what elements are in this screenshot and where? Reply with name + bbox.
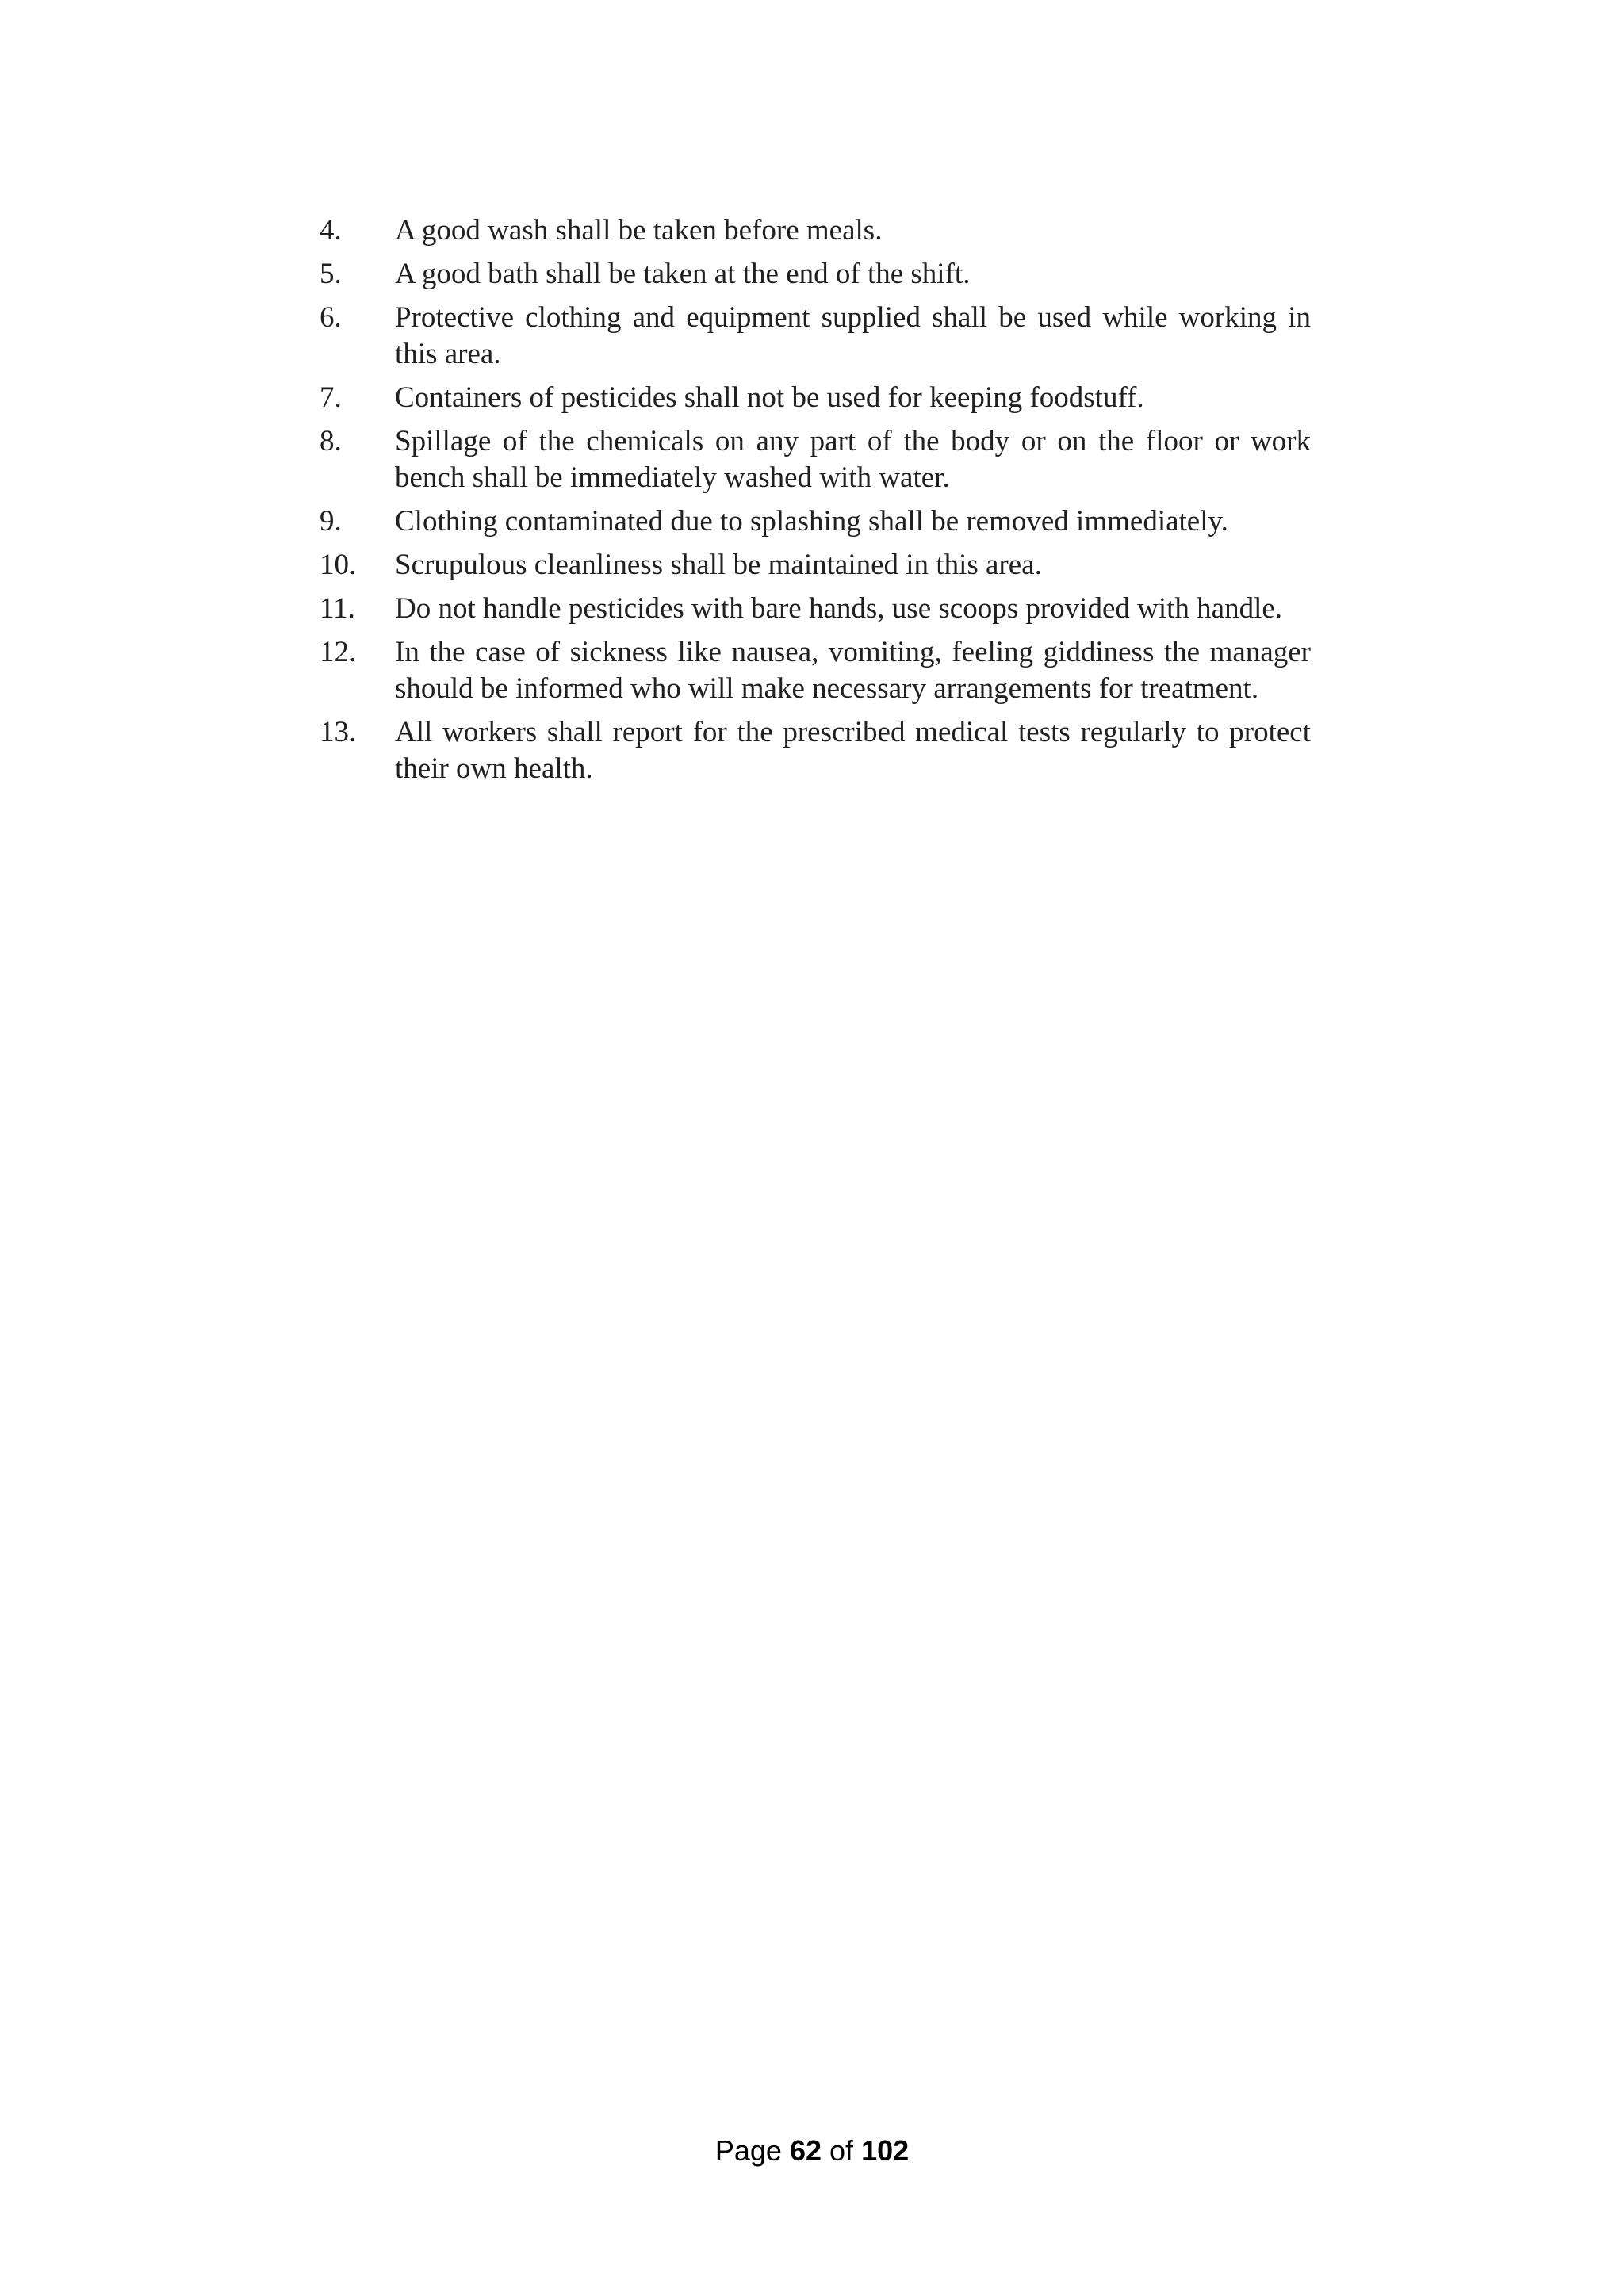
list-item bbox=[320, 256, 1311, 293]
current-page-number: 62 bbox=[789, 2134, 822, 2167]
list-item-text: All workers shall report for the prescribed medical tests regularly to protect their own health. bbox=[395, 716, 1311, 785]
rules-list bbox=[320, 212, 1311, 794]
total-pages-number: 102 bbox=[861, 2134, 910, 2167]
list-item-number: 8. bbox=[320, 425, 342, 457]
list-item-text: A good bath shall be taken at the end of the shift. bbox=[395, 258, 971, 290]
list-item-text: Protective clothing and equipment supplied shall be used while working in this area. bbox=[395, 301, 1311, 370]
list-item bbox=[320, 714, 1311, 787]
list-item-text: Do not handle pesticides with bare hands, use scoops provided with handle. bbox=[395, 592, 1283, 625]
list-item-text: Scrupulous cleanliness shall be maintained in this area. bbox=[395, 549, 1042, 581]
list-item-number: 7. bbox=[320, 381, 342, 414]
list-item bbox=[320, 547, 1311, 584]
page-label: Page bbox=[714, 2134, 782, 2167]
list-item-text: Containers of pesticides shall not be used for keeping foodstuff. bbox=[395, 381, 1144, 414]
list-item bbox=[320, 503, 1311, 540]
list-item bbox=[320, 634, 1311, 707]
list-item bbox=[320, 212, 1311, 249]
list-item bbox=[320, 380, 1311, 416]
list-item-text: Spillage of the chemicals on any part of the body or on the floor or work bench shall be immediately washed with water. bbox=[395, 425, 1311, 494]
list-item-text: In the case of sickness like nausea, vomiting, feeling giddiness the manager should be informed who will make necessary arrangements for treatment. bbox=[395, 636, 1311, 705]
list-item-text: A good wash shall be taken before meals. bbox=[395, 214, 883, 247]
list-item bbox=[320, 423, 1311, 496]
list-item bbox=[320, 591, 1311, 627]
list-item-number: 4. bbox=[320, 214, 342, 247]
list-item-number: 11. bbox=[320, 592, 355, 625]
list-item-number: 6. bbox=[320, 301, 342, 334]
list-item-number: 9. bbox=[320, 505, 342, 538]
list-item-number: 10. bbox=[320, 549, 357, 581]
list-item-number: 13. bbox=[320, 716, 357, 748]
page-footer bbox=[0, 2133, 1624, 2168]
list-item bbox=[320, 300, 1311, 373]
of-label: of bbox=[829, 2134, 854, 2167]
list-item-number: 5. bbox=[320, 258, 342, 290]
list-item-text: Clothing contaminated due to splashing shall be removed immediately. bbox=[395, 505, 1228, 538]
list-item-number: 12. bbox=[320, 636, 357, 668]
